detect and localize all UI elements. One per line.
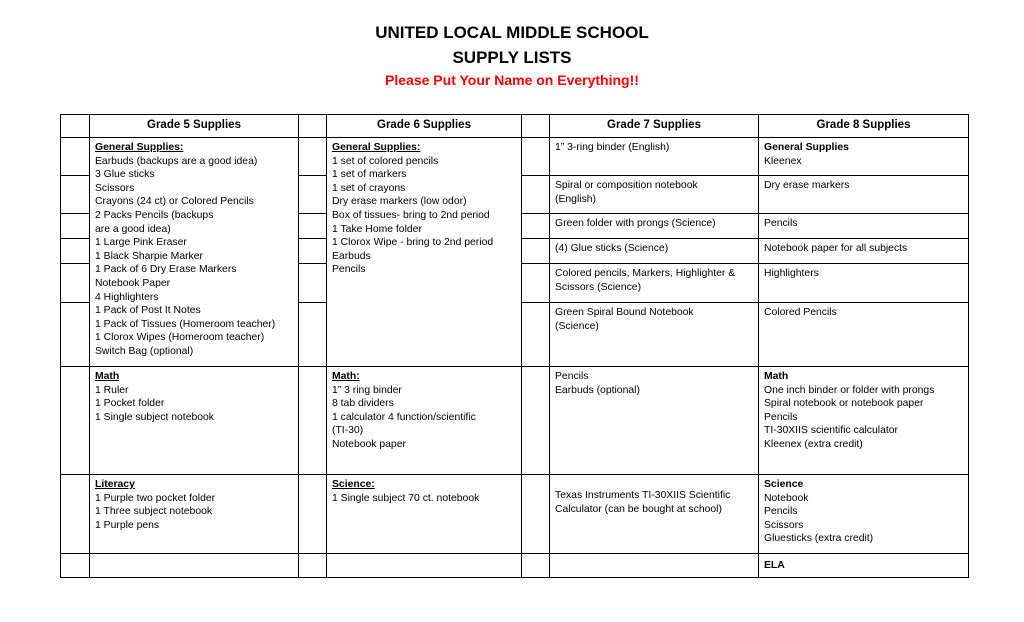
name-notice: Please Put Your Name on Everything!! xyxy=(385,72,639,88)
spacer-cell xyxy=(61,264,90,303)
grade7-calculator-item: Texas Instruments TI-30XIIS Scientific Calculator (can be bought at school) xyxy=(550,475,759,554)
grade5-literacy-cell xyxy=(90,475,299,554)
spacer-cell xyxy=(61,115,90,138)
grade6-science-cell xyxy=(327,475,522,554)
spacer-cell xyxy=(299,138,327,176)
grade5-general-cell xyxy=(90,138,299,367)
grade5-literacy-heading: Literacy xyxy=(95,479,135,490)
spacer-cell xyxy=(61,176,90,214)
spacer-cell xyxy=(522,138,550,176)
grade8-math-cell xyxy=(759,367,969,475)
grade6-math-items: 1” 3 ring binder 8 tab dividers 1 calculator 4 function/scientific (TI-30) Notebook paper xyxy=(332,384,476,450)
spacer-cell xyxy=(61,554,90,578)
grade8-science-cell xyxy=(759,475,969,554)
spacer-cell xyxy=(61,303,90,367)
grade8-general-heading: General Supplies xyxy=(764,142,849,153)
spacer-cell xyxy=(299,214,327,239)
grade6-general-cell xyxy=(327,138,522,367)
page-subtitle: SUPPLY LISTS xyxy=(452,48,572,67)
spacer-cell xyxy=(299,264,327,303)
grade6-general-items: 1 set of colored pencils 1 set of markers 1 set of crayons Dry erase markers (low odor) Box of tissues- bring to 2nd period 1 Take Home folder 1 Clorox Wipe - bring to 2nd period Earbuds Pencils xyxy=(332,155,494,276)
grade6-header: Grade 6 Supplies xyxy=(327,115,522,138)
spacer-cell xyxy=(299,303,327,367)
grade5-math-items: 1 Ruler 1 Pocket folder 1 Single subject notebook xyxy=(95,384,215,423)
grade8-ela-heading: ELA xyxy=(759,554,969,578)
grade8-math-items: One inch binder or folder with prongs Spiral notebook or notebook paper Pencils TI-30XIIS scientific calculator Kleenex (extra credit) xyxy=(764,384,935,450)
grade7-item: Colored pencils, Markers, Highlighter & Scissors (Science) xyxy=(550,264,759,303)
grade6-science-heading: Science: xyxy=(332,479,375,490)
grade8-science-items: Notebook Pencils Scissors Gluesticks (extra credit) xyxy=(764,492,874,545)
grade8-header: Grade 8 Supplies xyxy=(759,115,969,138)
grade8-math-heading: Math xyxy=(764,371,789,382)
empty-cell xyxy=(90,554,299,578)
grade8-general-cell xyxy=(759,138,969,176)
grade7-item: 1” 3-ring binder (English) xyxy=(550,138,759,176)
spacer-cell xyxy=(522,115,550,138)
spacer-cell xyxy=(61,214,90,239)
spacer-cell xyxy=(299,475,327,554)
grade8-item: Highlighters xyxy=(759,264,969,303)
spacer-cell xyxy=(61,239,90,264)
spacer-cell xyxy=(299,554,327,578)
spacer-cell xyxy=(299,115,327,138)
spacer-cell xyxy=(61,475,90,554)
grade7-header: Grade 7 Supplies xyxy=(550,115,759,138)
header-row xyxy=(61,115,969,138)
grade7-item: Spiral or composition notebook (English) xyxy=(550,176,759,214)
spacer-cell xyxy=(522,367,550,475)
spacer-cell xyxy=(522,554,550,578)
spacer-cell xyxy=(522,303,550,367)
literacy-science-row xyxy=(61,475,969,554)
grade7-item: (4) Glue sticks (Science) xyxy=(550,239,759,264)
spacer-cell xyxy=(522,264,550,303)
grade6-science-items: 1 Single subject 70 ct. notebook xyxy=(332,492,480,504)
grade6-general-heading: General Supplies: xyxy=(332,142,421,153)
supply-table xyxy=(60,114,969,578)
grade7-item: Green Spiral Bound Notebook (Science) xyxy=(550,303,759,367)
grade8-item: Colored Pencils xyxy=(759,303,969,367)
grade6-math-heading: Math: xyxy=(332,371,360,382)
grade8-general-first: Kleenex xyxy=(764,155,802,167)
grade8-item: Notebook paper for all subjects xyxy=(759,239,969,264)
grade5-header: Grade 5 Supplies xyxy=(90,115,299,138)
spacer-cell xyxy=(522,475,550,554)
grade7-item: Green folder with prongs (Science) xyxy=(550,214,759,239)
grade7-math-items: Pencils Earbuds (optional) xyxy=(550,367,759,475)
grade5-math-cell xyxy=(90,367,299,475)
grade8-item: Dry erase markers xyxy=(759,176,969,214)
math-row xyxy=(61,367,969,475)
grade5-math-heading: Math xyxy=(95,371,120,382)
ela-row xyxy=(61,554,969,578)
grade5-general-heading: General Supplies: xyxy=(95,142,184,153)
spacer-cell xyxy=(61,138,90,176)
spacer-cell xyxy=(522,214,550,239)
empty-cell xyxy=(550,554,759,578)
empty-cell xyxy=(327,554,522,578)
school-title: UNITED LOCAL MIDDLE SCHOOL xyxy=(375,23,649,42)
spacer-cell xyxy=(299,239,327,264)
grade6-math-cell xyxy=(327,367,522,475)
grade8-science-heading: Science xyxy=(764,479,804,490)
spacer-cell xyxy=(299,176,327,214)
spacer-cell xyxy=(522,239,550,264)
spacer-cell xyxy=(522,176,550,214)
spacer-cell xyxy=(61,367,90,475)
general-row-1 xyxy=(61,138,969,176)
grade5-general-items: Earbuds (backups are a good idea) 3 Glue sticks Scissors Crayons (24 ct) or Colored Pencils 2 Packs Pencils (backups are a good idea) 1 Large Pink Eraser 1 Black Sharpie Marker 1 Pack of 6 Dry Erase Markers Notebook Paper 4 Highlighters 1 Pack of Post It Notes 1 Pack of Tissues (Homeroom teacher) 1 Clorox Wipes (Homeroom teacher) Switch Bag (optional) xyxy=(95,155,276,357)
grade8-item: Pencils xyxy=(759,214,969,239)
spacer-cell xyxy=(299,367,327,475)
grade5-literacy-items: 1 Purple two pocket folder 1 Three subject notebook 1 Purple pens xyxy=(95,492,216,531)
